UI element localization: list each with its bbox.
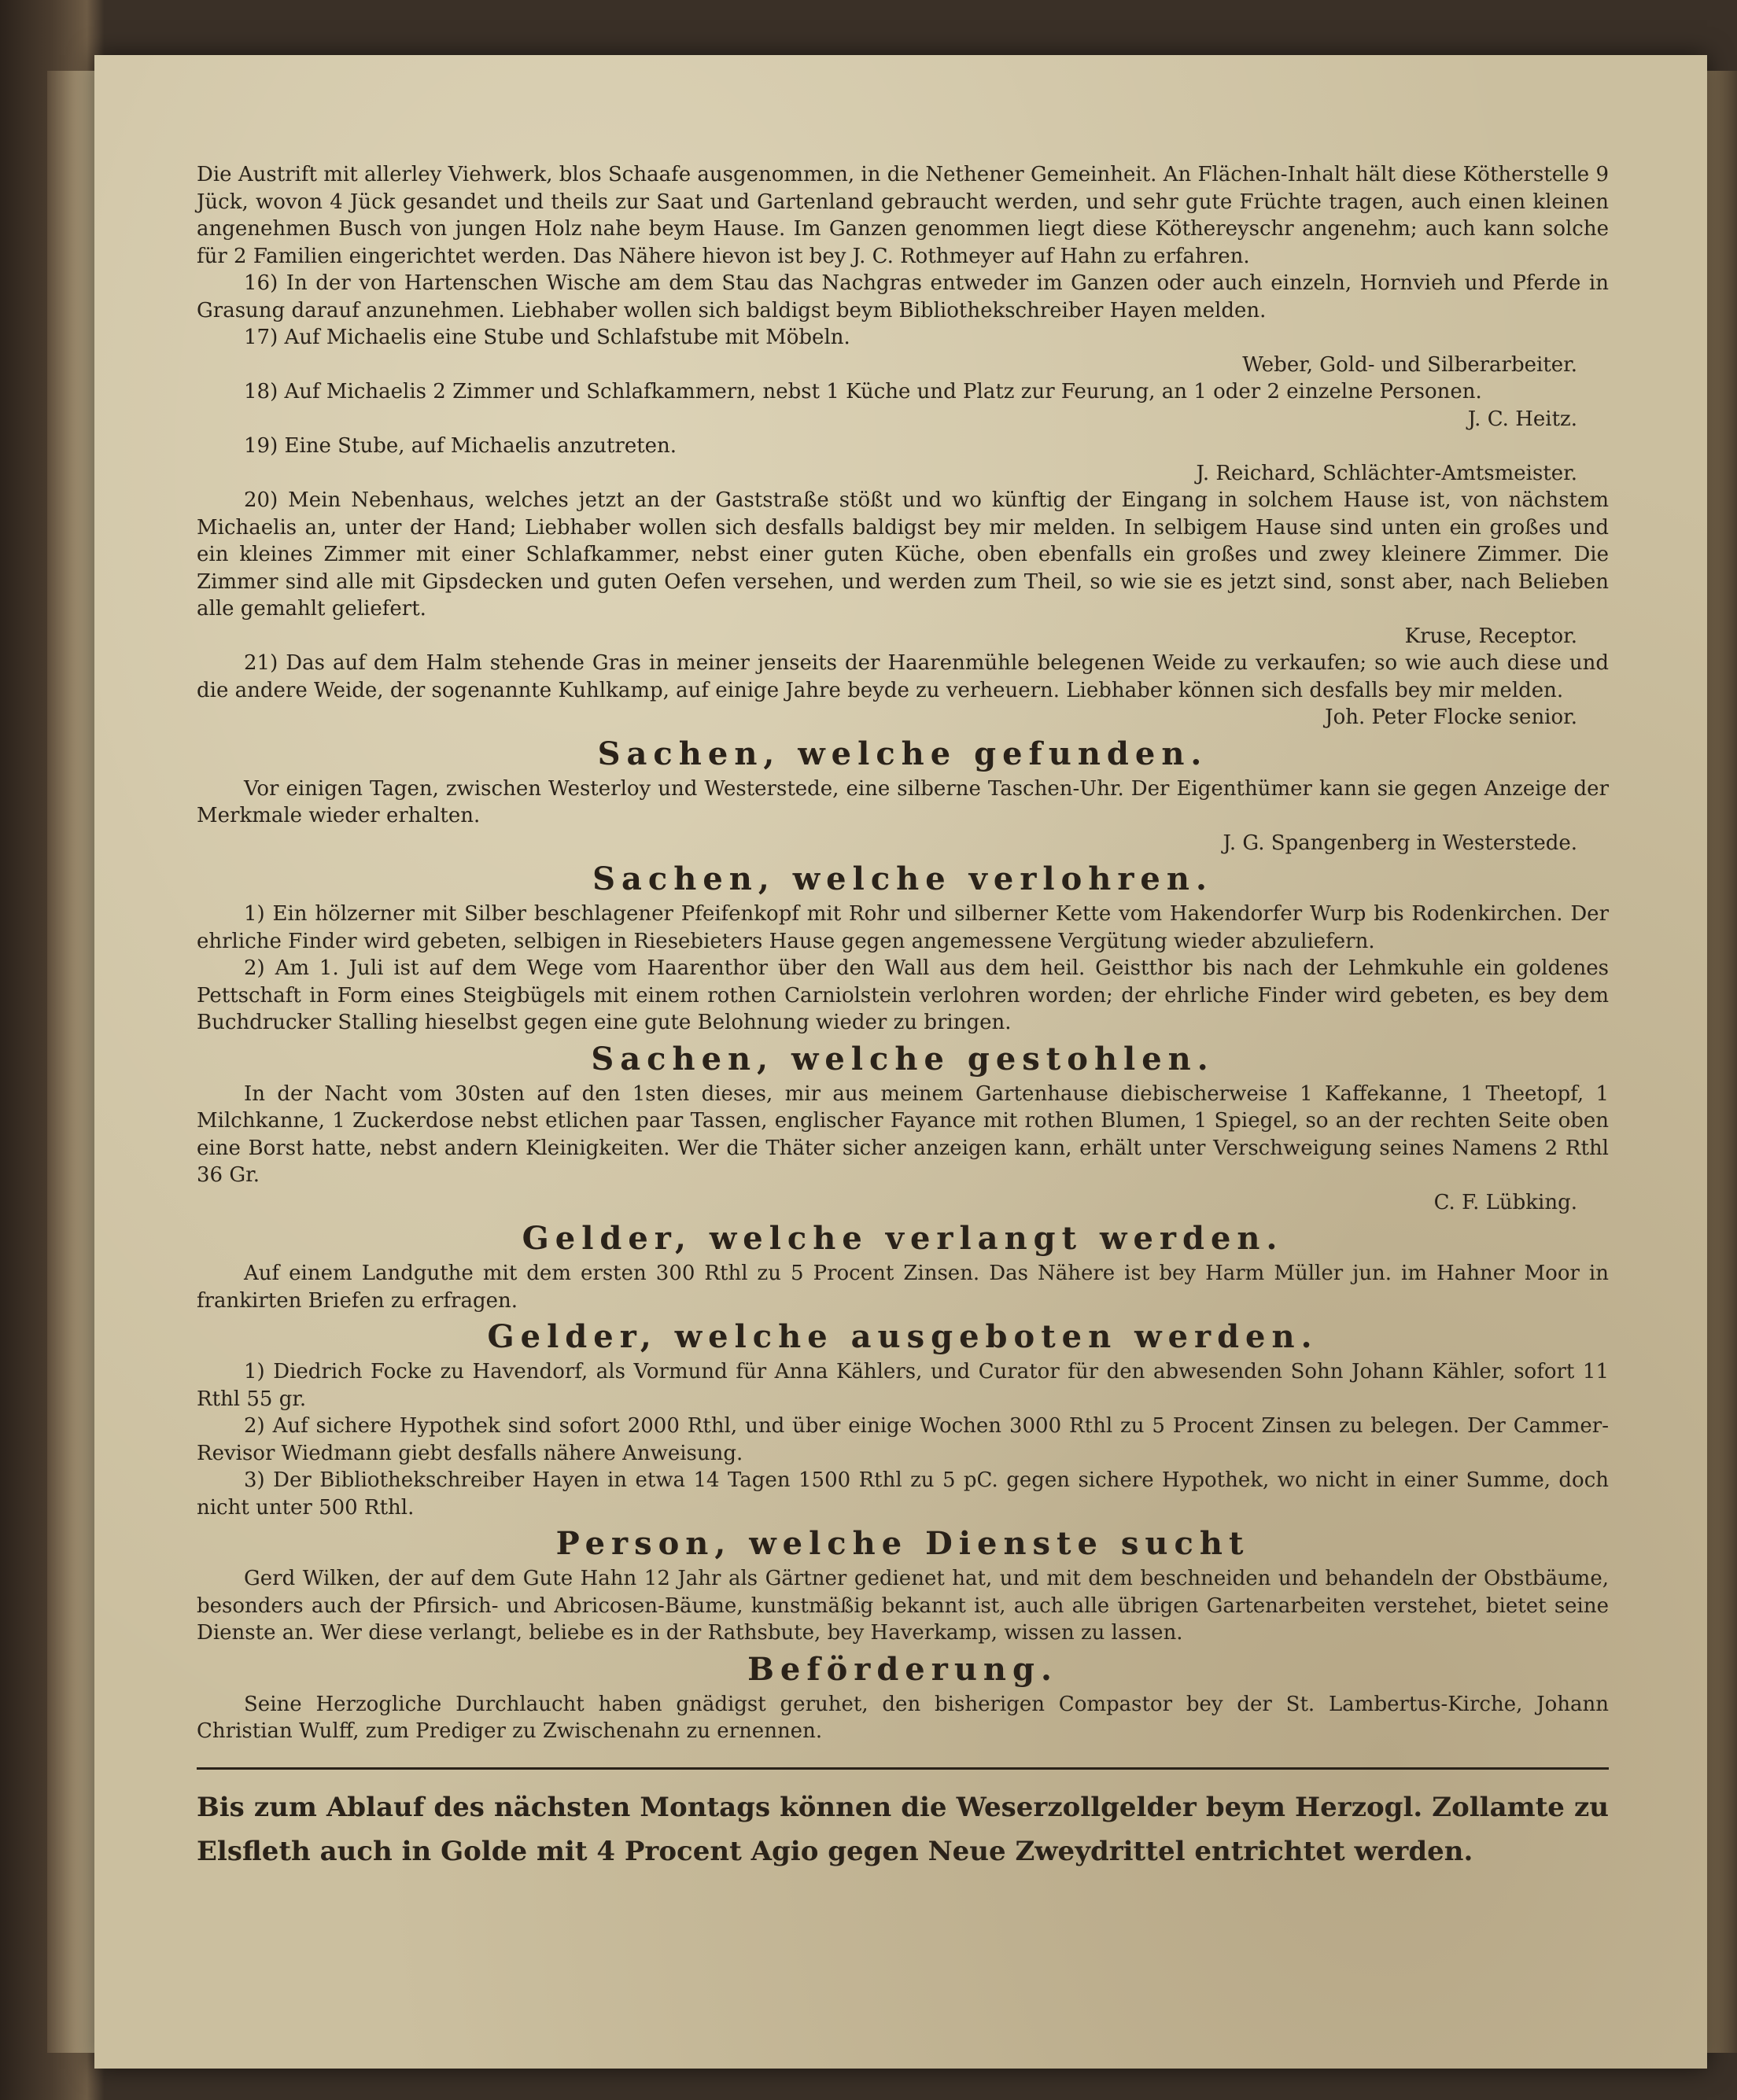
- lost-notice-2: 2) Am 1. Juli ist auf dem Wege vom Haarenthor über den Wall aus dem heil. Geistthor bis nach der Lehmkuhle ein goldenes Pettschaft in Form eines Steigbügels mit einem rothen Carniolstein verlohren worden; der ehrliche Finder wird gebeten, es bey dem Buchdrucker Stalling hieselbst gegen eine gute Belohnung wieder zu bringen.: [197, 956, 1609, 1034]
- notice-20-signature: Kruse, Receptor.: [1404, 624, 1577, 648]
- section-heading-lost: Sachen, welche verlohren.: [592, 860, 1213, 897]
- footer-notice: Bis zum Ablauf des nächsten Montags können die Weserzollgelder beym Herzogl. Zollamte zu Elsfleth auch in Golde mit 4 Procent Agio gegen Neue Zweydrittel entrichtet werden.: [197, 1791, 1609, 1867]
- money-offered-notice-3: 3) Der Bibliothekschreiber Hayen in etwa 14 Tagen 1500 Rthl zu 5 pC. gegen sichere Hypothek, wo nicht in einer Summe, doch nicht unter 500 Rthl.: [197, 1468, 1609, 1520]
- money-wanted-notice: Auf einem Landguthe mit dem ersten 300 Rthl zu 5 Procent Zinsen. Das Nähere ist bey Harm Müller jun. im Hahner Moor in frankirten Briefen zu erfragen.: [197, 1262, 1609, 1313]
- money-offered-notice-2: 2) Auf sichere Hypothek sind sofort 2000 Rthl, und über einige Wochen 3000 Rthl zu 5 Procent Zinsen zu belegen. Der Cammer-Revisor Wiedmann giebt desfalls nähere Anweisung.: [197, 1414, 1609, 1465]
- notice-21: 21) Das auf dem Halm stehende Gras in meiner jenseits der Haarenmühle belegenen Weide zu verkaufen; so wie auch diese und die andere Weide, der sogenannte Kuhlkamp, auf einige Jahre beyde zu verheuern. Liebhaber können sich desfalls bey mir melden.: [197, 651, 1609, 702]
- footer-divider: [197, 1767, 1609, 1770]
- stolen-notice: In der Nacht vom 30sten auf den 1sten dieses, mir aus meinem Gartenhause diebischerweise 1 Kaffekanne, 1 Theetopf, 1 Milchkanne, 1 Zuckerdose nebst etlichen paar Tassen, englischer Fayance mit rothen Blumen, 1 Spiegel, so an der rechten Seite oben eine Borst hatte, nebst andern Kleinigkeiten. Wer die Thäter sicher anzeigen kann, erhält unter Verschweigung seines Namens 2 Rthl 36 Gr.: [197, 1081, 1609, 1187]
- section-heading-money-offered: Gelder, welche ausgeboten werden.: [487, 1318, 1318, 1355]
- section-heading-stolen: Sachen, welche gestohlen.: [591, 1040, 1215, 1078]
- page-content: [197, 161, 1609, 1873]
- footer-notice-block: [197, 1785, 1609, 1873]
- notice-16: 16) In der von Hartenschen Wische am dem Stau das Nachgras entweder im Ganzen oder auch einzeln, Hornvieh und Pferde in Grasung darauf anzunehmen. Liebhaber wollen sich baldigst beym Bibliothekschreiber Hayen melden.: [197, 271, 1609, 322]
- notice-18: 18) Auf Michaelis 2 Zimmer und Schlafkammern, nebst 1 Küche und Platz zur Feurung, an 1 oder 2 einzelne Personen.: [244, 380, 1482, 403]
- notice-17: 17) Auf Michaelis eine Stube und Schlafstube mit Möbeln.: [244, 326, 850, 349]
- promotion-notice: Seine Herzogliche Durchlaucht haben gnädigst geruhet, den bisherigen Compastor bey der St. Lambertus-Kirche, Johann Christian Wulff, zum Prediger zu Zwischenahn zu ernennen.: [197, 1692, 1609, 1743]
- lost-notice-1: 1) Ein hölzerner mit Silber beschlagener Pfeifenkopf mit Rohr und silberner Kette vom Hakendorfer Wurp bis Rodenkirchen. Der ehrliche Finder wird gebeten, selbigen in Riesebieters Hause gegen angemessene Vergütung wieder abzuliefern.: [197, 902, 1609, 953]
- notice-21-signature: Joh. Peter Flocke senior.: [1325, 706, 1577, 729]
- section-heading-money-wanted: Gelder, welche verlangt werden.: [522, 1220, 1284, 1257]
- notice-20: 20) Mein Nebenhaus, welches jetzt an der Gaststraße stößt und wo künftig der Eingang in solchem Hause ist, von nächstem Michaelis an, unter der Hand; Liebhaber wollen sich desfalls baldigst bey mir melden. In selbigem Hause sind unten ein großes und ein kleines Zimmer mit einer Schlafkammer, nebst einer guten Küche, oben ebenfalls ein großes und zwey kleinere Zimmer. Die Zimmer sind alle mit Gipsdecken und guten Oefen versehen, und werden zum Theil, so wie sie es jetzt sind, sonst aber, nach Belieben alle gemahlt geliefert.: [197, 488, 1609, 621]
- notice-19-signature: J. Reichard, Schlächter-Amtsmeister.: [1196, 461, 1577, 485]
- money-offered-notice-1: 1) Diedrich Focke zu Havendorf, als Vormund für Anna Kählers, und Curator für den abwesenden Sohn Johann Kähler, sofort 11 Rthl 55 gr.: [197, 1360, 1609, 1411]
- found-signature: J. G. Spangenberg in Westerstede.: [1223, 831, 1577, 855]
- notice-18-signature: J. C. Heitz.: [1467, 407, 1577, 431]
- found-notice: Vor einigen Tagen, zwischen Westerloy und Westerstede, eine silberne Taschen-Uhr. Der Eigenthümer kann sie gegen Anzeige der Merkmale wieder erhalten.: [197, 776, 1609, 827]
- section-heading-found: Sachen, welche gefunden.: [597, 735, 1208, 772]
- notice-17-signature: Weber, Gold- und Silberarbeiter.: [1242, 352, 1577, 377]
- section-heading-promotion: Beförderung.: [747, 1650, 1058, 1688]
- service-notice: Gerd Wilken, der auf dem Gute Hahn 12 Jahr als Gärtner gedienet hat, und mit dem beschneiden und behandeln der Obstbäume, besonders auch der Pfirsich- und Abricosen-Bäume, kunstmäßig bekannt ist, auch alle übrigen Gartenarbeiten verstehet, bietet seine Dienste an. Wer diese verlangt, beliebe es in der Rathsbute, bey Haverkamp, wissen zu lassen.: [197, 1567, 1609, 1645]
- intro-paragraph: Die Austrift mit allerley Viehwerk, blos Schaafe ausgenommen, in die Nethener Gemeinheit. An Flächen-Inhalt hält diese Kötherstelle 9 Jück, wovon 4 Jück gesandet und theils zur Saat und Gartenland gebraucht werden, und sehr gute Früchte tragen, auch einen kleinen angenehmen Busch von jungen Holz nahe beym Hause. Im Ganzen genommen liegt diese Köthereyschr angenehm; auch kann solche für 2 Familien eingerichtet werden. Das Nähere hievon ist bey J. C. Rothmeyer auf Hahn zu erfahren.: [197, 163, 1609, 268]
- stolen-signature: C. F. Lübking.: [1433, 1190, 1577, 1214]
- section-heading-service: Person, welche Dienste sucht: [555, 1525, 1250, 1562]
- book-gutter: [47, 71, 94, 2053]
- notice-19: 19) Eine Stube, auf Michaelis anzutreten.: [244, 434, 677, 458]
- page-edge: [1707, 71, 1737, 2053]
